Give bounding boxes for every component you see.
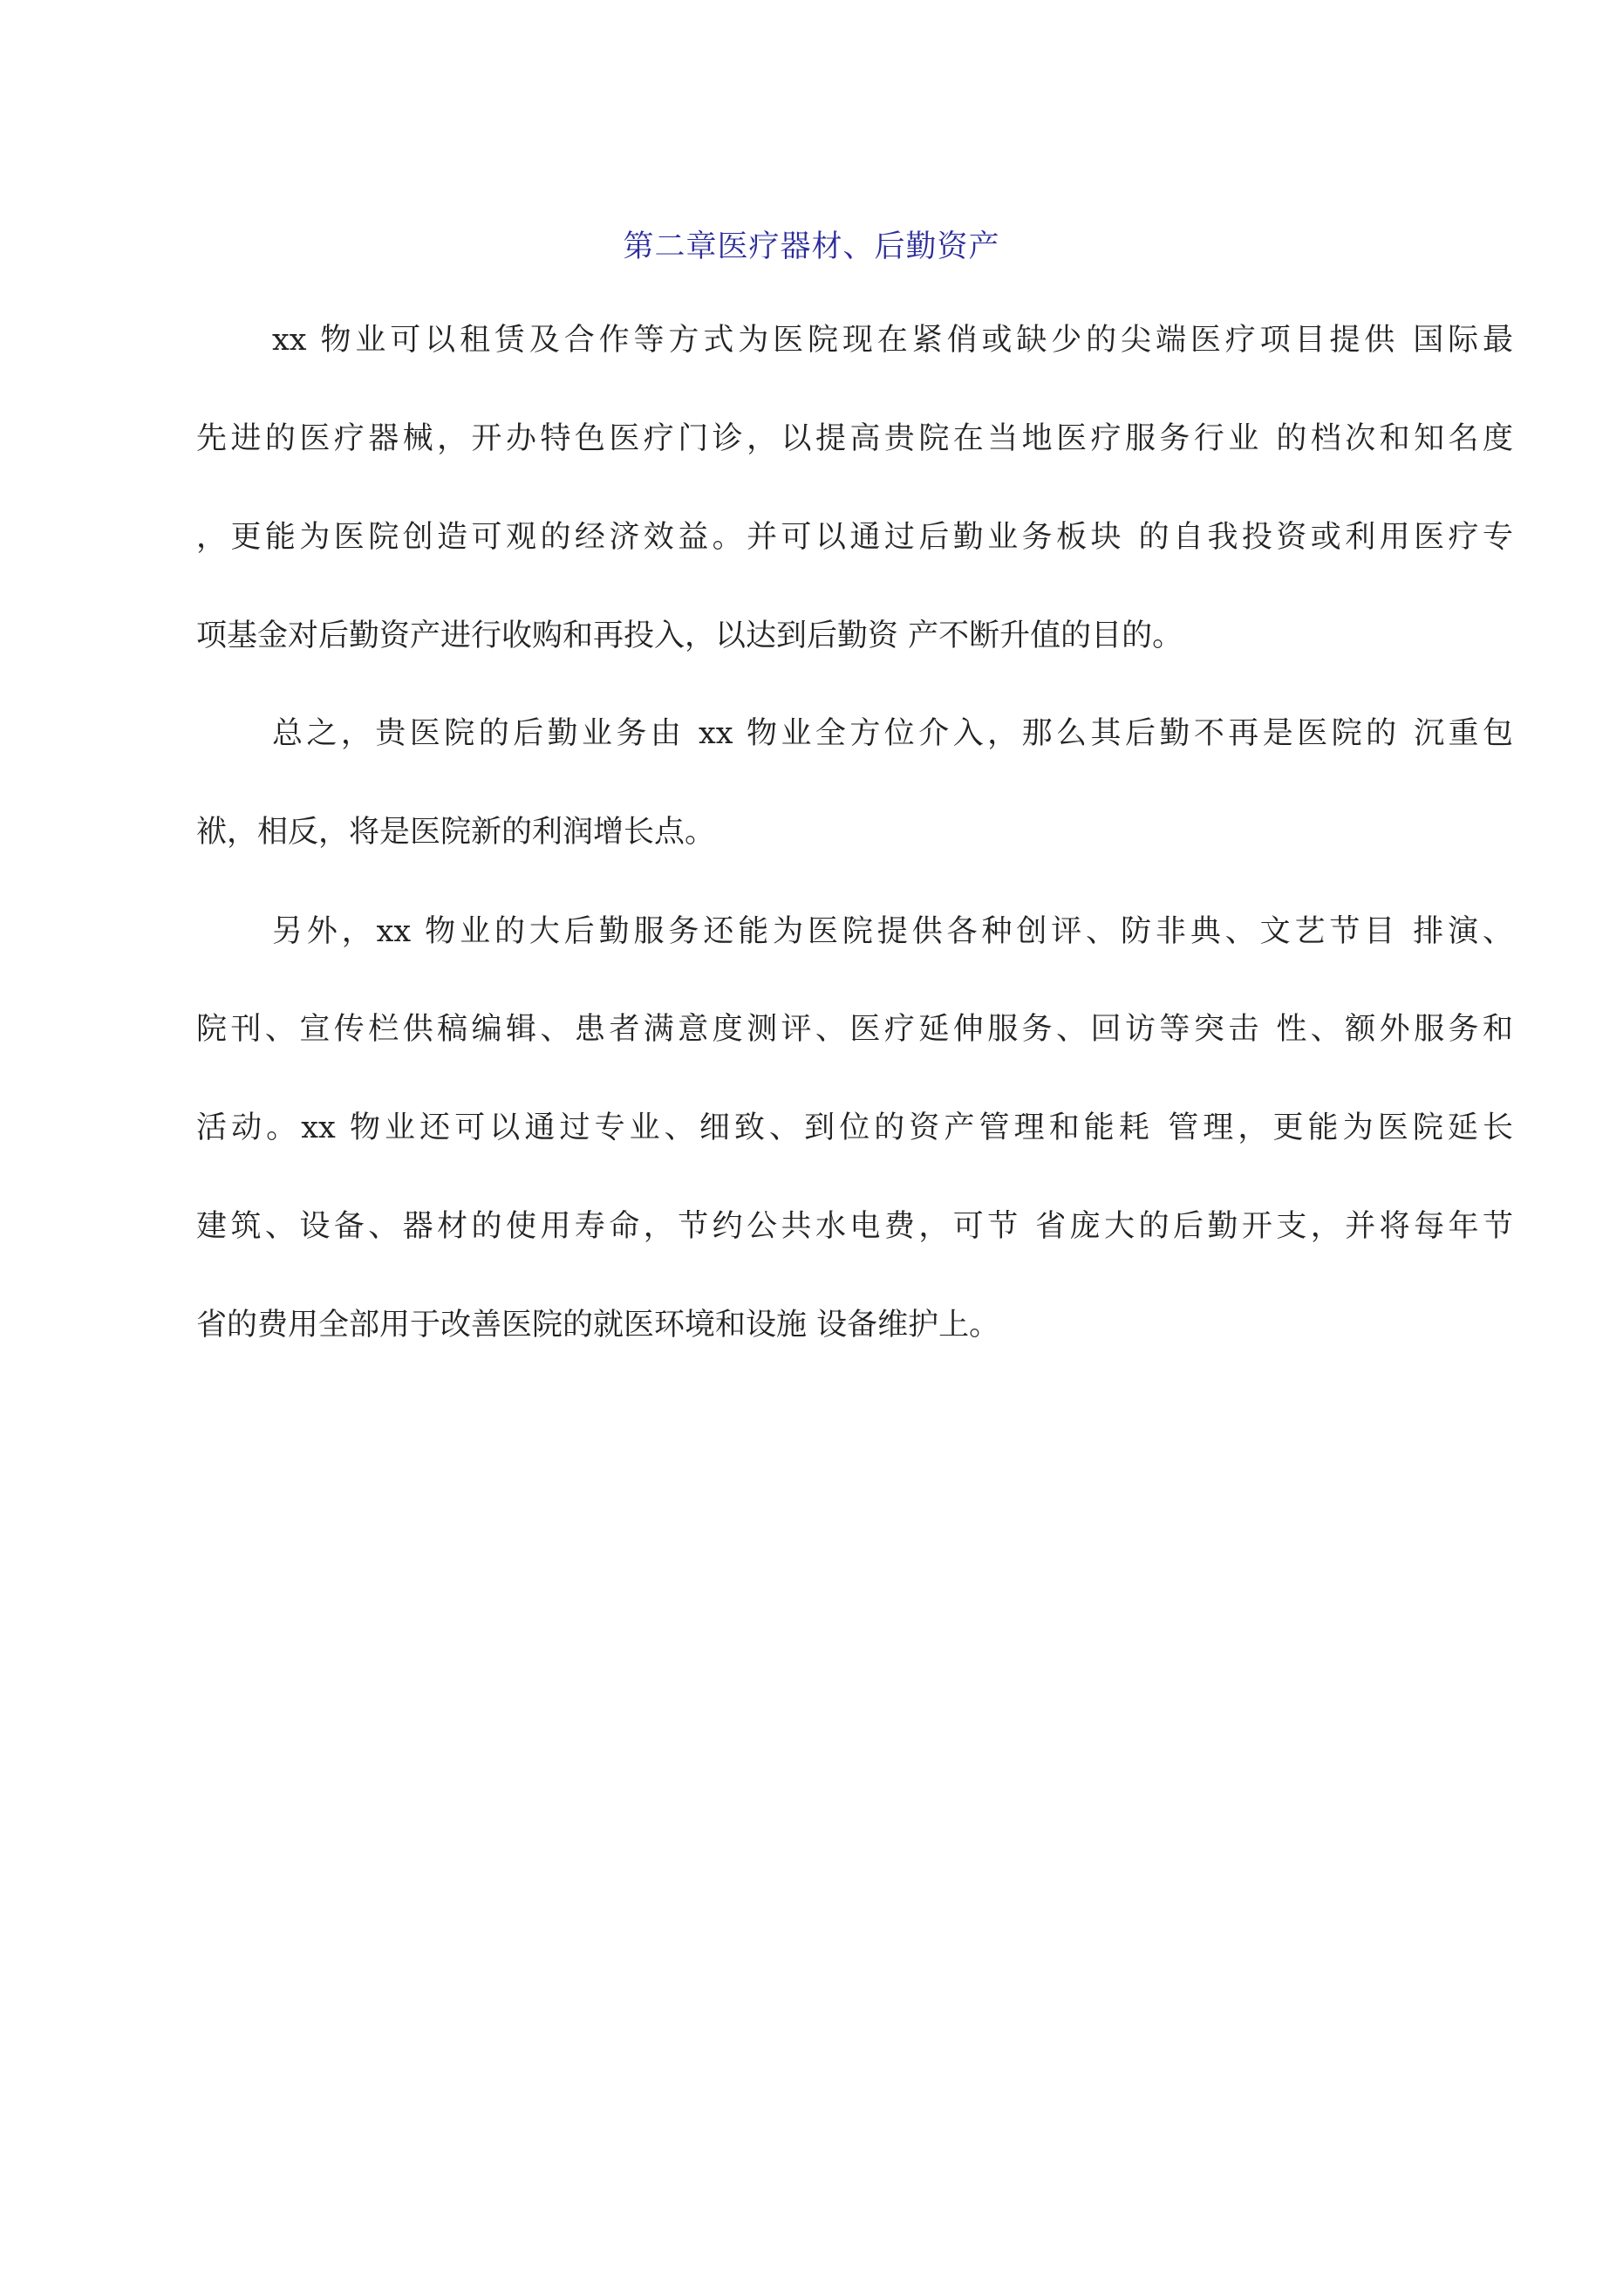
paragraph-2-line-1: 总之，贵医院的后勤业务由 xx 物业全方位介入，那么其后勤不再是医院的 沉重包 (272, 716, 1513, 751)
paragraph-3-line-5: 省的费用全部用于改善医院的就医环境和设施 设备维护上。 (196, 1308, 1000, 1343)
paragraph-3-line-2: 院刊、宣传栏供稿编辑、患者满意度测评、医疗延伸服务、回访等突击 性、额外服务和 (196, 1012, 1513, 1047)
paragraph-2-line-2: 袱，相反，将是医院新的利润增长点。 (196, 815, 716, 850)
paragraph-3-line-3: 活动。xx 物业还可以通过专业、细致、到位的资产管理和能耗 管理，更能为医院延长 (196, 1110, 1513, 1145)
paragraph-3-line-4: 建筑、设备、器材的使用寿命，节约公共水电费，可节 省庞大的后勤开支，并将每年节 (196, 1209, 1513, 1244)
paragraph-1-line-1: xx 物业可以租赁及合作等方式为医院现在紧俏或缺少的尖端医疗项目提供 国际最 (272, 323, 1513, 358)
paragraph-1-line-4: 项基金对后勤资产进行收购和再投入，以达到后勤资 产不断升值的目的。 (196, 618, 1183, 653)
paragraph-3-line-1: 另外，xx 物业的大后勤服务还能为医院提供各种创评、防非典、文艺节目 排演、 (272, 914, 1513, 949)
paragraph-1-line-2: 先进的医疗器械，开办特色医疗门诊，以提高贵院在当地医疗服务行业 的档次和知名度 (196, 421, 1513, 456)
paragraph-1-line-3: ，更能为医院创造可观的经济效益。并可以通过后勤业务板块 的自我投资或利用医疗专 (196, 520, 1513, 555)
page-title: 第二章医疗器材、后勤资产 (623, 229, 1000, 264)
